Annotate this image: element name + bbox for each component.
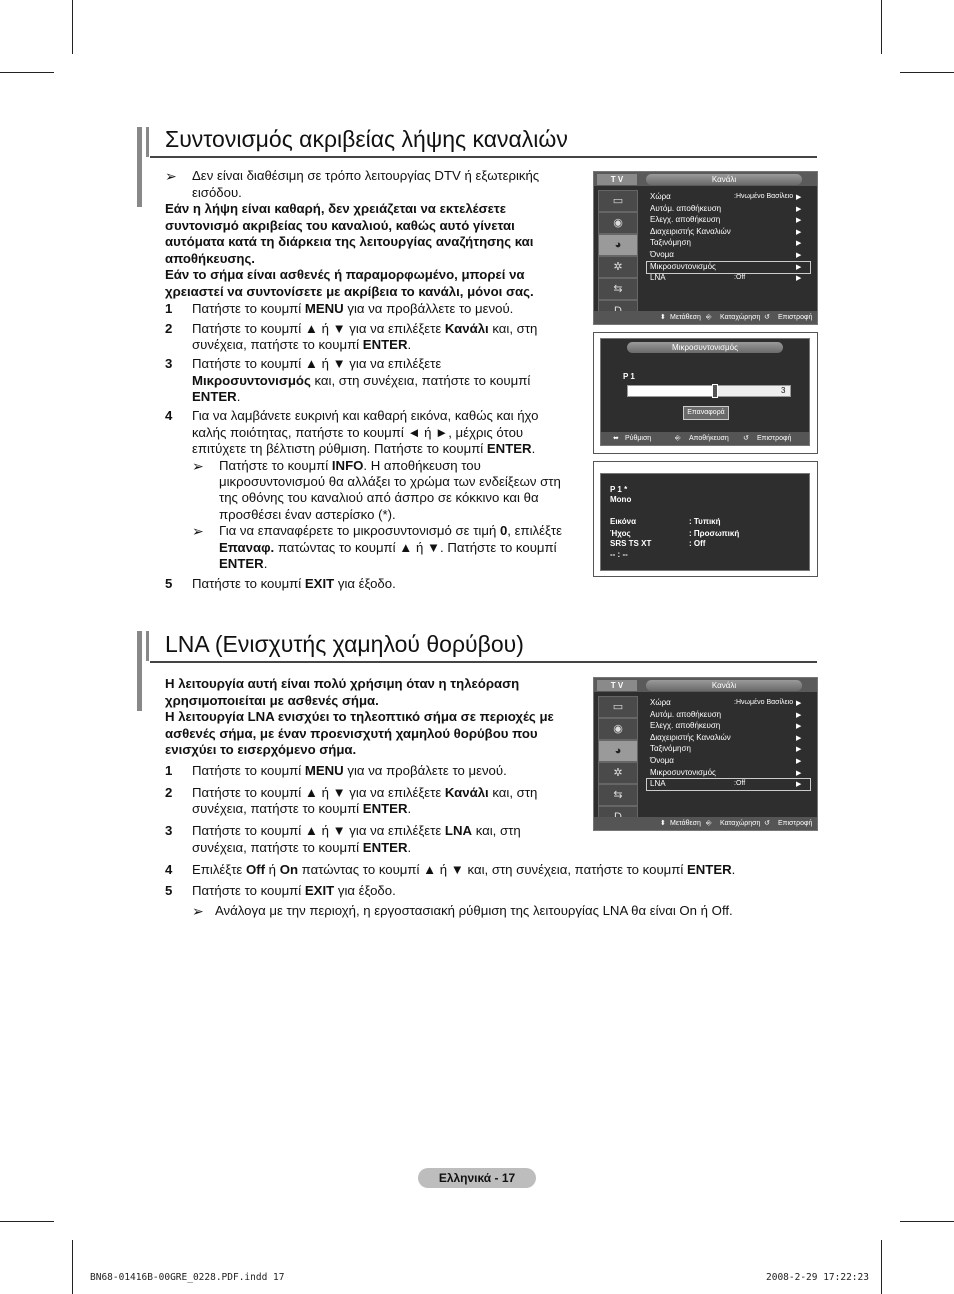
footer-return: Επιστροφή — [778, 314, 813, 321]
setup-icon: ✲ — [598, 256, 638, 278]
arrow-right-icon: ▶ — [796, 781, 802, 788]
arrow-right-icon: ▶ — [796, 264, 802, 271]
note-arrow-icon: ➢ — [165, 168, 177, 184]
channel-icon: ◕ — [598, 740, 638, 762]
section-title: LNA (Ενισχυτής χαμηλού θορύβου) — [165, 631, 524, 657]
info-mode: Mono — [610, 495, 632, 504]
step-text: Πατήστε το κουμπί ▲ ή ▼ για να επιλέξετε — [192, 356, 442, 371]
return-icon: ↺ — [764, 820, 770, 827]
osd-tv-label: T V — [597, 680, 637, 691]
osd-menu-item: Διαχειριστής Καναλιών — [650, 227, 731, 236]
osd-menu-value: :Ηνωμένο Βασίλειο — [734, 699, 794, 706]
osd-menu-item: Ελεγχ. αποθήκευση — [650, 721, 721, 730]
crop-mark — [881, 0, 882, 54]
crop-mark — [900, 1221, 954, 1222]
sound-icon: ◉ — [598, 212, 638, 234]
fine-tune-fill — [628, 386, 714, 396]
crop-mark — [0, 72, 54, 73]
step-text: Μικροσυντονισμός και, στη συνέχεια, πατήστε το κουμπί — [192, 373, 531, 388]
osd-menu-item: Ελεγχ. αποθήκευση — [650, 215, 721, 224]
step-number: 1 — [165, 763, 173, 778]
note-text: Ανάλογα με την περιοχή, η εργοστασιακή ρύθμιση της λειτουργίας LNA θα είναι On ή Off. — [215, 903, 733, 918]
note-text: μικροσυντονισμού θα αλλάξει το χρώμα των ενδείξεων στη — [219, 474, 561, 489]
return-icon: ↺ — [743, 435, 749, 442]
arrow-right-icon: ▶ — [796, 770, 802, 777]
step-number: 2 — [165, 321, 173, 336]
picture-icon: ▭ — [598, 190, 638, 212]
arrow-right-icon: ▶ — [796, 746, 802, 753]
updown-icon: ⬍ — [660, 820, 666, 827]
osd-menu-value: :Ηνωμένο Βασίλειο — [734, 193, 794, 200]
osd-menu-item-selected: Μικροσυντονισμός — [650, 262, 716, 271]
page-number-badge: Ελληνικά - 17 — [418, 1168, 536, 1188]
arrow-right-icon: ▶ — [796, 700, 802, 707]
file-info: BN68-01416B-00GRE_0228.PDF.indd 17 — [90, 1272, 285, 1283]
crop-mark — [900, 72, 954, 73]
step-text: Πατήστε το κουμπί ▲ ή ▼ για να επιλέξετε Κανάλι και, στη — [192, 321, 538, 336]
step-text: Πατήστε το κουμπί MENU για να προβάλετε το μενού. — [192, 763, 507, 778]
footer-adjust: Ρύθμιση — [625, 435, 652, 442]
step-text: Πατήστε το κουμπί EXIT για έξοδο. — [192, 576, 396, 591]
arrow-right-icon: ▶ — [796, 712, 802, 719]
intro-paragraph: Εάν η λήψη είναι καθαρή, δεν χρειάζεται να εκτελέσετε συντονισμό ακριβείας του καναλιού, καθώς αυτό γίνεται αυτόματα κατά τη διάρκεια της λειτουργίας αναζήτησης και αποθήκευσης. — [165, 201, 534, 266]
osd-menu-item: Ταξινόμηση — [650, 238, 691, 247]
picture-icon: ▭ — [598, 696, 638, 718]
intro-paragraph: Η λειτουργία LNA ενισχύει το τηλεοπτικό σήμα σε περιοχές με ασθενές σήμα, με έναν προενισχυτή χαμηλού θορύβου που ενισχύει το εισερχόμενο σήμα. — [165, 709, 554, 758]
footer-return: Επιστροφή — [757, 435, 792, 442]
step-number: 4 — [165, 408, 173, 423]
arrow-right-icon: ▶ — [796, 735, 802, 742]
footer-return: Επιστροφή — [778, 820, 813, 827]
note-arrow-icon: ➢ — [192, 523, 204, 539]
osd-menu-item: Όνομα — [650, 756, 674, 765]
osd-menu-item: Ταξινόμηση — [650, 744, 691, 753]
footer-enter: Καταχώρηση — [720, 820, 761, 827]
crop-mark — [72, 0, 73, 54]
section-bar — [137, 127, 142, 207]
step-text: ENTER. — [192, 389, 241, 404]
info-label: SRS TS XT — [610, 539, 652, 548]
arrow-right-icon: ▶ — [796, 194, 802, 201]
input-icon: ⇆ — [598, 278, 638, 300]
osd-fine-tune — [600, 338, 810, 446]
osd-menu-item: Αυτόμ. αποθήκευση — [650, 204, 722, 213]
osd-menu-item: Μικροσυντονισμός — [650, 768, 716, 777]
footer-save: Αποθήκευση — [689, 435, 729, 442]
crop-mark — [881, 1240, 882, 1294]
step-number: 5 — [165, 883, 173, 898]
step-text: καλής ποιότητας, πατήστε το κουμπί ◄ ή ►, μέχρις ότου — [192, 425, 524, 440]
info-value: : Off — [689, 539, 706, 548]
step-text: Πατήστε το κουμπί MENU για να προβάλλετε το μενού. — [192, 301, 514, 316]
updown-icon: ⬍ — [660, 314, 666, 321]
step-text: Επιλέξτε Off ή On πατώντας το κουμπί ▲ ή ▼ και, στη συνέχεια, πατήστε το κουμπί ENTER. — [192, 862, 736, 877]
note-text: Πατήστε το κουμπί INFO. Η αποθήκευση του — [219, 458, 481, 473]
info-label: Εικόνα — [610, 517, 637, 526]
enter-icon: ⎆ — [706, 314, 712, 321]
osd-title: Κανάλι — [646, 680, 802, 691]
arrow-right-icon: ▶ — [796, 240, 802, 247]
channel-label: P 1 — [623, 372, 635, 381]
osd-menu-item: Χώρα — [650, 698, 671, 707]
enter-icon: ⎆ — [706, 820, 712, 827]
osd-tv-label: T V — [597, 174, 637, 185]
print-date: 2008-2-29 17:22:23 — [766, 1272, 869, 1283]
arrow-right-icon: ▶ — [796, 252, 802, 259]
step-number: 4 — [165, 862, 173, 877]
arrow-right-icon: ▶ — [796, 723, 802, 730]
reset-button[interactable]: Επαναφορά — [683, 406, 729, 420]
osd-footer — [594, 817, 817, 830]
info-value: : Προσωπική — [689, 529, 740, 538]
footer-enter: Καταχώρηση — [720, 314, 761, 321]
note-arrow-icon: ➢ — [192, 458, 204, 474]
sound-icon: ◉ — [598, 718, 638, 740]
section-rule — [150, 661, 817, 663]
osd-menu-item: Διαχειριστής Καναλιών — [650, 733, 731, 742]
step-text: Για να λαμβάνετε ευκρινή και καθαρή εικόνα, καθώς και ήχο — [192, 408, 539, 423]
osd-channel-menu — [593, 171, 818, 325]
note-text: Επαναφ. πατώντας το κουμπί ▲ ή ▼. Πατήστε το κουμπί — [219, 540, 557, 555]
arrow-right-icon: ▶ — [796, 206, 802, 213]
step-text: Πατήστε το κουμπί ▲ ή ▼ για να επιλέξετε LNA και, στη — [192, 823, 521, 838]
step-number: 3 — [165, 356, 173, 371]
osd-menu-value: :Off — [734, 780, 746, 787]
info-time: -- : -- — [610, 550, 628, 559]
step-text: συνέχεια, πατήστε το κουμπί ENTER. — [192, 840, 412, 855]
step-text: επιτύχετε τη βέλτιστη ρύθμιση. Πατήστε το κουμπί ENTER. — [192, 441, 536, 456]
section-bar — [137, 631, 142, 711]
fine-tune-bar[interactable] — [627, 385, 791, 397]
osd-title: Μικροσυντονισμός — [627, 342, 783, 353]
step-number: 5 — [165, 576, 173, 591]
note-text: ENTER. — [219, 556, 268, 571]
osd-menu-item: Χώρα — [650, 192, 671, 201]
note-text: προσθέσει έναν αστερίσκο (*). — [219, 507, 396, 522]
crop-mark — [72, 1240, 73, 1294]
step-text: Πατήστε το κουμπί EXIT για έξοδο. — [192, 883, 396, 898]
arrow-right-icon: ▶ — [796, 229, 802, 236]
section-bar — [146, 127, 149, 157]
crop-mark — [0, 1221, 54, 1222]
info-label: Ήχος — [610, 529, 631, 538]
enter-icon: ⎆ — [675, 435, 681, 442]
osd-channel-menu — [593, 677, 818, 831]
osd-highlight — [646, 778, 811, 791]
input-icon: ⇆ — [598, 784, 638, 806]
osd-footer — [601, 432, 809, 445]
step-number: 3 — [165, 823, 173, 838]
note-dtv: Δεν είναι διαθέσιμη σε τρόπο λειτουργίας DTV ή εξωτερικής εισόδου. — [192, 168, 540, 200]
osd-menu-item-selected: LNA — [650, 779, 666, 788]
osd-footer — [594, 311, 817, 324]
info-value: : Τυπική — [689, 517, 721, 526]
osd-menu-value: :Off — [734, 274, 746, 281]
arrow-right-icon: ▶ — [796, 217, 802, 224]
step-number: 1 — [165, 301, 173, 316]
arrow-right-icon: ▶ — [796, 275, 802, 282]
arrow-right-icon: ▶ — [796, 758, 802, 765]
osd-menu-item: Αυτόμ. αποθήκευση — [650, 710, 722, 719]
footer-move: Μετάθεση — [670, 314, 701, 321]
osd-header — [594, 678, 817, 692]
osd-header — [594, 172, 817, 186]
step-text: συνέχεια, πατήστε το κουμπί ENTER. — [192, 337, 412, 352]
osd-info — [600, 473, 810, 571]
section-bar — [146, 631, 149, 661]
section-rule — [150, 156, 817, 158]
intro-paragraph: Η λειτουργία αυτή είναι πολύ χρήσιμη όταν η τηλεόραση χρησιμοποιείται με ασθενές σήμα. — [165, 676, 520, 708]
setup-icon: ✲ — [598, 762, 638, 784]
footer-move: Μετάθεση — [670, 820, 701, 827]
section-title: Συντονισμός ακριβείας λήψης καναλιών — [165, 126, 568, 152]
intro-paragraph: Εάν το σήμα είναι ασθενές ή παραμορφωμένο, μπορεί να χρειαστεί να συντονίσετε με ακρίβεια το κανάλι, μόνοι σας. — [165, 267, 534, 299]
step-text: Πατήστε το κουμπί ▲ ή ▼ για να επιλέξετε Κανάλι και, στη — [192, 785, 538, 800]
leftright-icon: ⬌ — [613, 435, 619, 442]
info-channel: P 1 * — [610, 485, 628, 494]
fine-tune-knob[interactable] — [712, 384, 718, 398]
step-text: συνέχεια, πατήστε το κουμπί ENTER. — [192, 801, 412, 816]
step-number: 2 — [165, 785, 173, 800]
note-text: Για να επαναφέρετε το μικροσυντονισμό σε τιμή 0, επιλέξτε — [219, 523, 562, 538]
note-text: της οθόνης του καναλιού από άσπρο σε κόκκινο και θα — [219, 490, 539, 505]
channel-icon: ◕ — [598, 234, 638, 256]
note-arrow-icon: ➢ — [192, 903, 204, 919]
osd-menu-item: LNA — [650, 273, 666, 282]
osd-title: Κανάλι — [646, 174, 802, 185]
fine-tune-value: 3 — [781, 386, 786, 395]
osd-menu-item: Όνομα — [650, 250, 674, 259]
return-icon: ↺ — [764, 314, 770, 321]
